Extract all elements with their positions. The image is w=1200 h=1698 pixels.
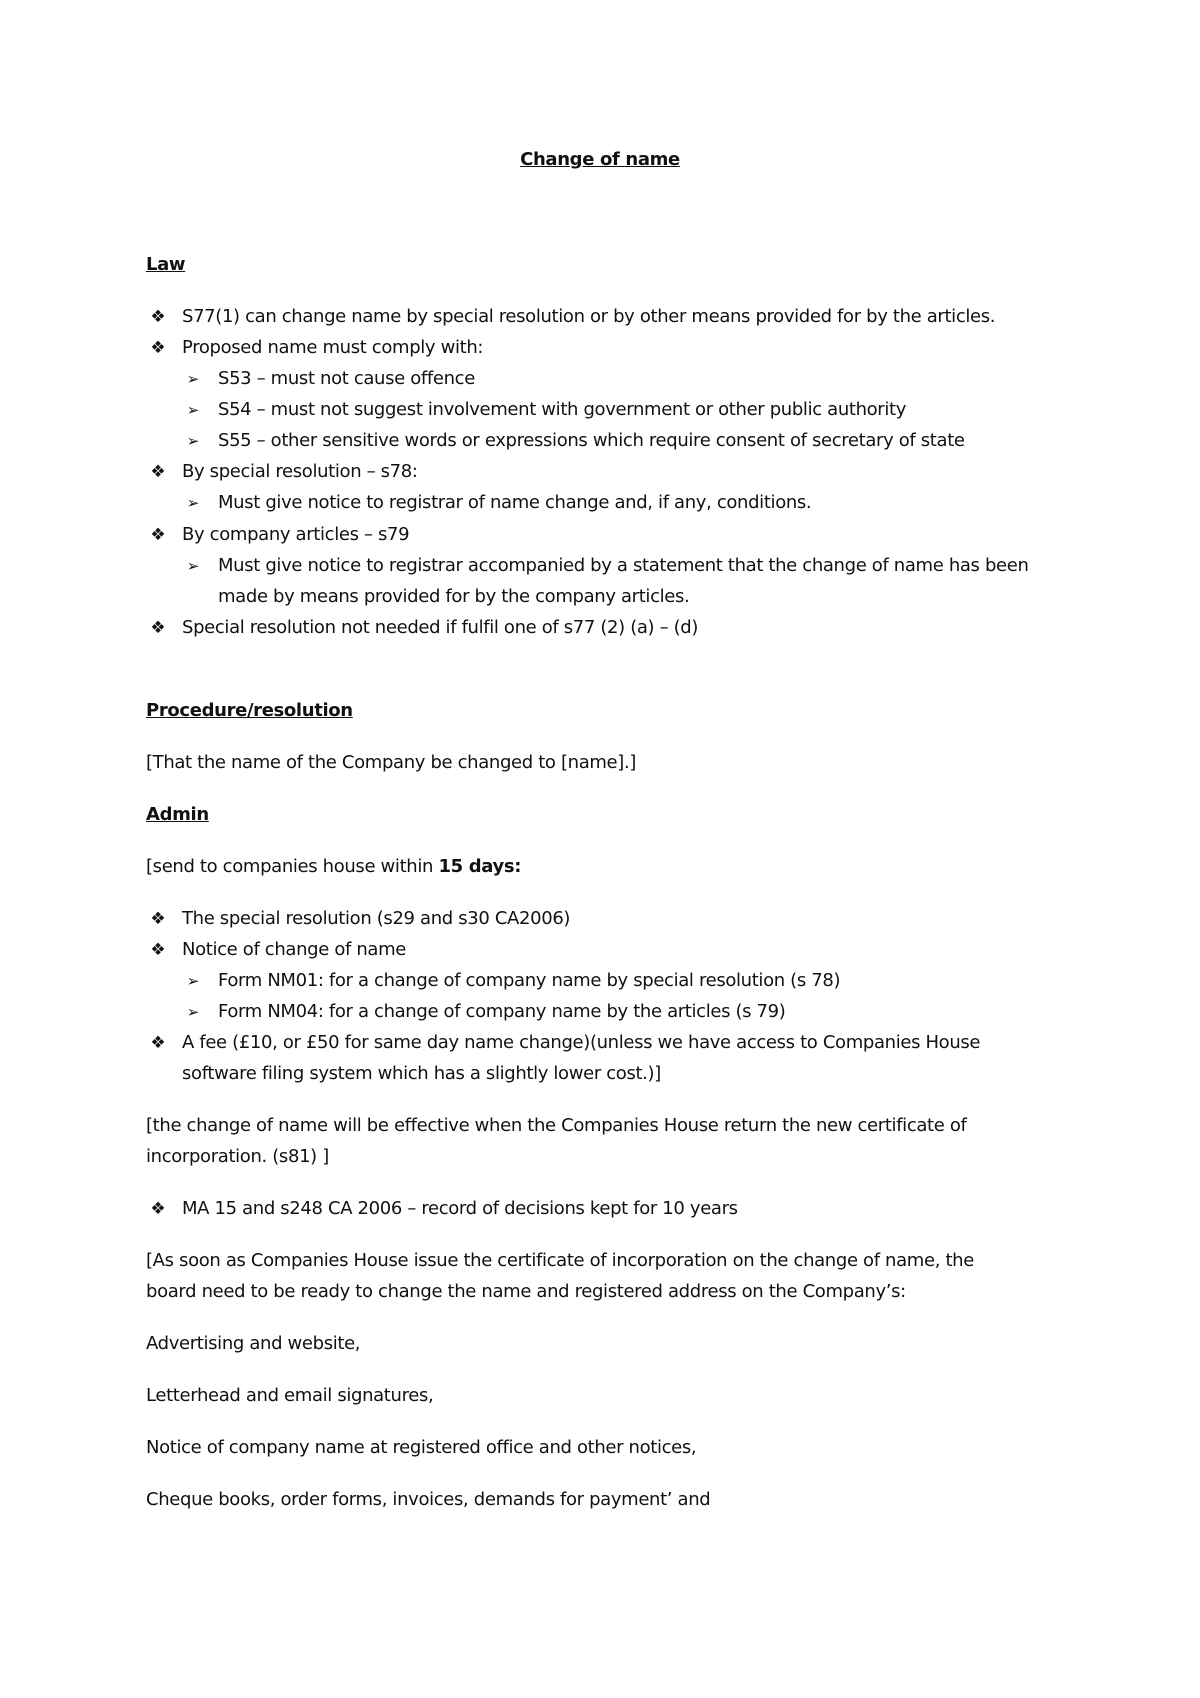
law-subitem: S53 – must not cause offence (218, 368, 475, 389)
admin-item: A fee (£10, or £50 for same day name change)(unless we have access to Companies House (182, 1032, 981, 1053)
procedure-text: [That the name of the Company be changed to [name].] (146, 752, 636, 773)
arrowhead-bullet-icon: ➢ (186, 401, 200, 419)
effective-text-continuation: incorporation. (s81) ] (146, 1146, 329, 1167)
law-item: Special resolution not needed if fulfil one of s77 (2) (a) – (d) (182, 617, 699, 638)
law-subitem: Must give notice to registrar accompanied by a statement that the change of name has been (218, 555, 1029, 576)
admin-intro (146, 856, 521, 878)
diamond-bullet-icon: ❖ (150, 525, 166, 545)
admin-subitem: Form NM01: for a change of company name by special resolution (s 78) (218, 970, 841, 991)
admin-subitem: Form NM04: for a change of company name by the articles (s 79) (218, 1001, 786, 1022)
arrowhead-bullet-icon: ➢ (186, 972, 200, 990)
law-subitem: S55 – other sensitive words or expressions which require consent of secretary of state (218, 430, 965, 451)
admin-heading: Admin (146, 804, 209, 825)
list-advertising: Advertising and website, (146, 1333, 361, 1354)
law-item: S77(1) can change name by special resolution or by other means provided for by the articles. (182, 306, 996, 327)
document-title: Change of name (520, 149, 680, 170)
diamond-bullet-icon: ❖ (150, 940, 166, 960)
diamond-bullet-icon: ❖ (150, 1033, 166, 1053)
admin-item: Notice of change of name (182, 939, 406, 960)
law-item: Proposed name must comply with: (182, 337, 484, 358)
admin-intro-deadline: 15 days: (438, 856, 522, 877)
diamond-bullet-icon: ❖ (150, 307, 166, 327)
effective-text: [the change of name will be effective when the Companies House return the new certificate of (146, 1115, 967, 1136)
diamond-bullet-icon: ❖ (150, 338, 166, 358)
diamond-bullet-icon: ❖ (150, 618, 166, 638)
admin-intro-text: [send to companies house within (146, 856, 439, 877)
arrowhead-bullet-icon: ➢ (186, 494, 200, 512)
law-subitem: S54 – must not suggest involvement with government or other public authority (218, 399, 907, 420)
admin-item-continuation: software filing system which has a slightly lower cost.)] (182, 1063, 661, 1084)
arrowhead-bullet-icon: ➢ (186, 1003, 200, 1021)
list-cheque: Cheque books, order forms, invoices, demands for payment’ and (146, 1489, 711, 1510)
diamond-bullet-icon: ❖ (150, 1199, 166, 1219)
arrowhead-bullet-icon: ➢ (186, 557, 200, 575)
asap-text-continuation: board need to be ready to change the name and registered address on the Company’s: (146, 1281, 906, 1302)
procedure-heading: Procedure/resolution (146, 700, 353, 721)
law-subitem-continuation: made by means provided for by the company articles. (218, 586, 690, 607)
records-item: MA 15 and s248 CA 2006 – record of decisions kept for 10 years (182, 1198, 738, 1219)
list-letterhead: Letterhead and email signatures, (146, 1385, 434, 1406)
list-notice: Notice of company name at registered office and other notices, (146, 1437, 697, 1458)
asap-text: [As soon as Companies House issue the certificate of incorporation on the change of name, the (146, 1250, 974, 1271)
arrowhead-bullet-icon: ➢ (186, 370, 200, 388)
law-item: By company articles – s79 (182, 524, 410, 545)
law-heading: Law (146, 254, 186, 275)
arrowhead-bullet-icon: ➢ (186, 432, 200, 450)
admin-item: The special resolution (s29 and s30 CA2006) (182, 908, 571, 929)
diamond-bullet-icon: ❖ (150, 462, 166, 482)
diamond-bullet-icon: ❖ (150, 909, 166, 929)
law-item: By special resolution – s78: (182, 461, 418, 482)
law-subitem: Must give notice to registrar of name change and, if any, conditions. (218, 492, 812, 513)
